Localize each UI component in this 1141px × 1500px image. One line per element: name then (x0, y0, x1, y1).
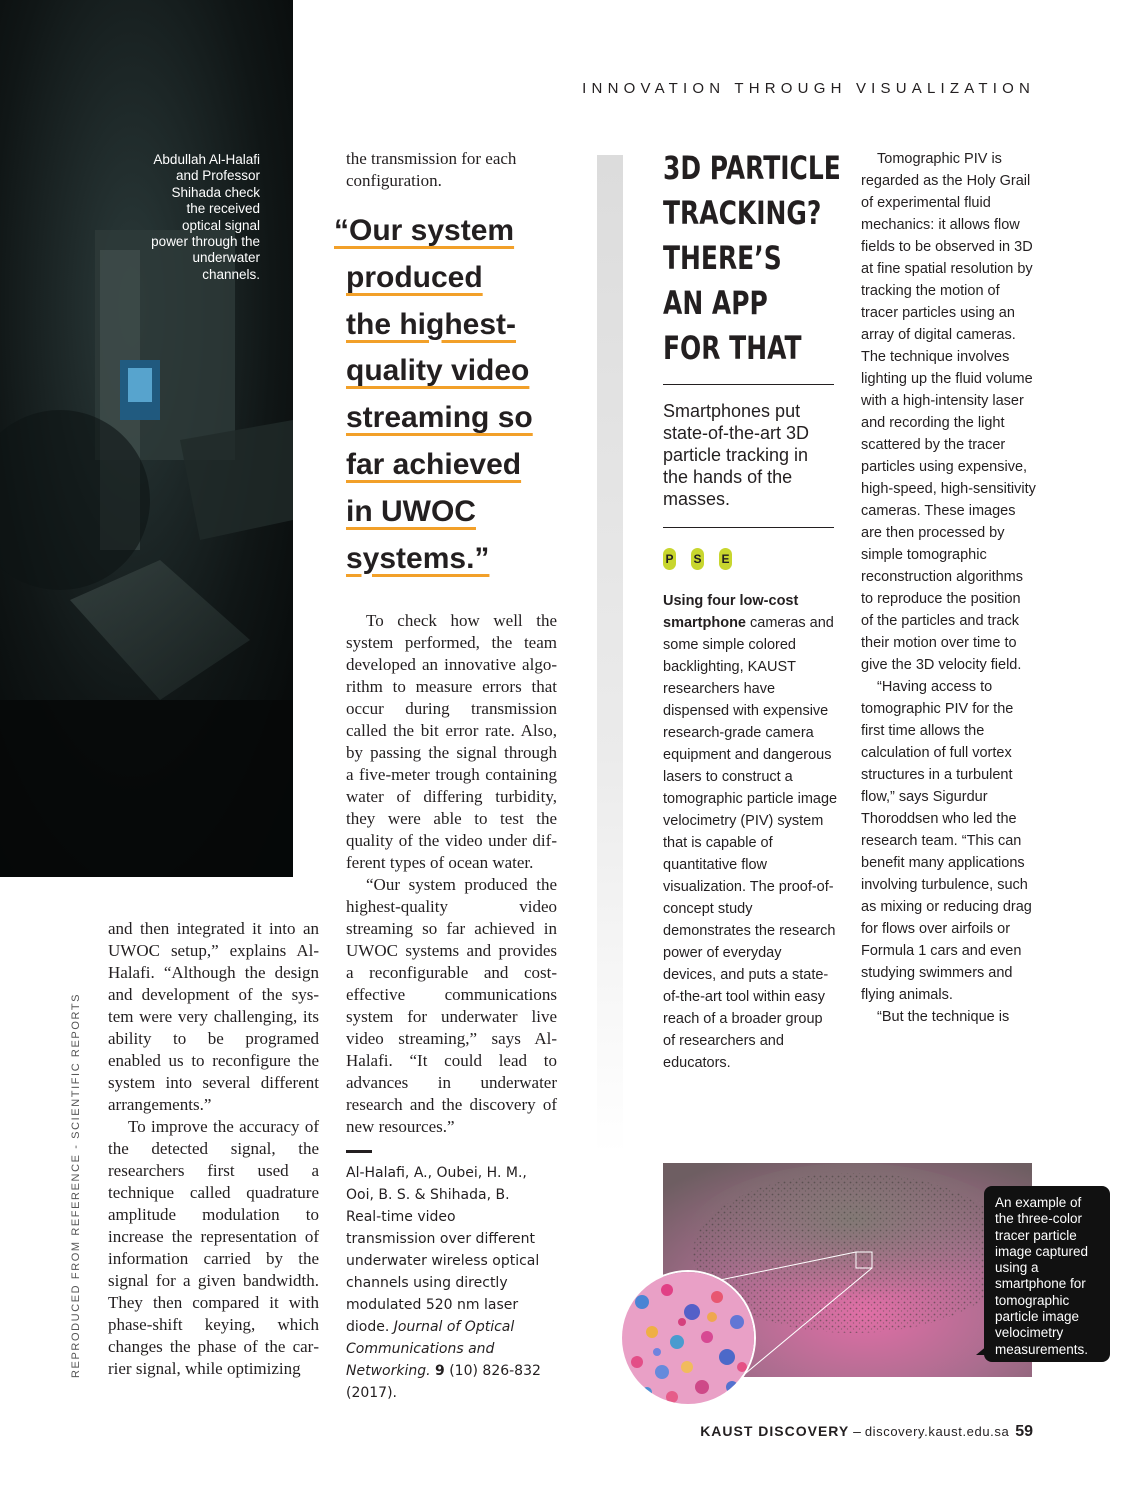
zoom-inset (620, 1270, 756, 1406)
article-continuation: the transmission for each configuration. (346, 149, 517, 190)
sidebar-column-1 (663, 590, 838, 1074)
article-paragraph: To improve the accuracy of the detected signal, the researchers first used a technique called quadrature amplitude modulation to increase the representation of information carried by the signal for a given bandwidth. They then compared it with phase-shift keying, which changes the phase of the carrier signal, while optimizing (108, 1117, 319, 1378)
article-paragraph: and then integrated it into an UWOC setup,” explains Al-Halafi. “Although the design and development of the system were very challenging, its ability to be programed enabled us to reconfigure the system into several different arrangements.” (108, 919, 319, 1114)
pull-quote-line: streaming so (346, 401, 533, 435)
sidebar-paragraph: “But the technique is (877, 1009, 1010, 1025)
photo-caption: Abdullah Al-Halafi and Professor Shihada check the received optical signal power through the underwater channels. (151, 152, 260, 282)
sidebar-headline-line: AN APP (663, 284, 768, 322)
badge-e: E (719, 548, 732, 570)
zoom-inset-graphic (622, 1272, 756, 1406)
sidebar-headline-line: TRACKING? (663, 194, 822, 232)
pull-quote-line: produced (346, 260, 483, 294)
sidebar-column-2 (861, 148, 1036, 1028)
sidebar-divider (663, 527, 834, 528)
caption-pointer (976, 1345, 988, 1355)
pull-quote-line: the highest- (346, 307, 516, 341)
sidebar-headline-line: FOR THAT (663, 329, 802, 367)
reference-details: (10) 826-832 (2017). (346, 1363, 541, 1401)
sidebar-paragraph (663, 590, 838, 1074)
sidebar-deck: Smartphones put state-of-the-art 3D particle tracking in the hands of the masses. (663, 401, 810, 509)
category-badges (663, 548, 747, 572)
footer-separator: – (849, 1423, 865, 1439)
lab-photo (0, 0, 293, 877)
sidebar-lead-text: cameras and some simple colored backlighting, KAUST researchers have dispensed with expensive research-grade camera equipment and dangerous lasers to construct a tomographic particle image velocimetry (PIV) system that is capable of quantitative flow visualization. The proof-of-concept study demonstrates the research power of everyday devices, and puts a state-of-the-art tool within easy reach of a broader group of researchers and educators. (663, 615, 838, 1071)
badge-s: S (691, 548, 704, 570)
footer-brand: KAUST DISCOVERY (700, 1423, 850, 1439)
pull-quote-line: far achieved (346, 447, 522, 481)
article-paragraph: To check how well the system performed, the team developed an innovative algorithm to measure errors that occur during transmission called the bit error rate. Also, by passing the signal through a five-meter trough containing water of differing turbidity, they were able to test the quality of the video under different types of ocean water. (346, 611, 557, 872)
image-credit: REPRODUCED FROM REFERENCE - SCIENTIFIC REPORTS (70, 992, 82, 1378)
sidebar-paragraph: “Having access to tomographic PIV for the first time allows the calculation of full vortex structures in a turbulent flow,” says Sigurdur Thoroddsen who led the research team. “This can benefit many applications involving turbulence, such as mixing or reducing drag for flows over airfoils or Formula 1 cars and even studying swimmers and flying animals. (861, 679, 1032, 1003)
page-number: 59 (1015, 1423, 1033, 1440)
sidebar-headline (663, 146, 841, 371)
pull-quote (334, 208, 574, 582)
article-body-middle (346, 610, 557, 1138)
sidebar-accent-bar (597, 155, 623, 1155)
pull-quote-line: quality video (346, 354, 530, 388)
footer-url[interactable]: discovery.kaust.edu.sa (864, 1424, 1010, 1439)
reference-journal: Journal of Optical Communications and Networking. (346, 1319, 515, 1379)
reference-title: Real-time video transmission over different underwater wireless optical channels using directly modulated 520 nm laser diode. (346, 1209, 540, 1335)
reference-citation (346, 1162, 546, 1404)
page-footer (700, 1423, 1033, 1441)
article-body-left (108, 918, 319, 1380)
reference-authors: Al-Halafi, A., Oubei, H. M., Ooi, B. S. & Shihada, B. (346, 1165, 527, 1203)
sidebar-lead-bold: Using four low-cost smartphone (663, 593, 799, 631)
article-paragraph: “Our system produced the highest-quality video streaming so far achieved in UWOC systems and provides a reconfigurable and cost-effective communications system for underwater live video streaming,” says Al-Halafi. “It could lead to advances in underwater research and the discovery of new resources.” (346, 875, 557, 1136)
sidebar-headline-line: 3D PARTICLE (663, 149, 841, 187)
section-kicker: INNOVATION THROUGH VISUALIZATION (582, 80, 1035, 97)
pull-quote-line: systems.” (346, 541, 490, 575)
reference-volume: 9 (435, 1363, 445, 1379)
sidebar-divider (663, 384, 834, 385)
reference-divider (346, 1150, 372, 1153)
image-caption: An example of the three-color tracer particle image captured using a smartphone for tomographic particle image velocimetry measurements. (984, 1186, 1110, 1362)
badge-p: P (663, 548, 676, 570)
sidebar-headline-line: THERE’S (663, 239, 782, 277)
pull-quote-line: “Our system (334, 214, 515, 247)
pull-quote-line: in UWOC (346, 494, 476, 528)
lab-photo-graphic (0, 0, 293, 877)
sidebar-paragraph: Tomographic PIV is regarded as the Holy Grail of experimental fluid mechanics: it allows flow fields to be observed in 3D at fine spatial resolution by tracking the motion of tracer particles using an array of digital cameras. The technique involves lighting up the fluid volume with a high-intensity laser and recording the light scattered by the tracer particles using expensive, high-speed, high-sensitivity cameras. These images are then processed by simple tomographic reconstruction algorithms to reproduce the position of the particles and track their motion over time to give the 3D velocity field. (861, 151, 1036, 673)
